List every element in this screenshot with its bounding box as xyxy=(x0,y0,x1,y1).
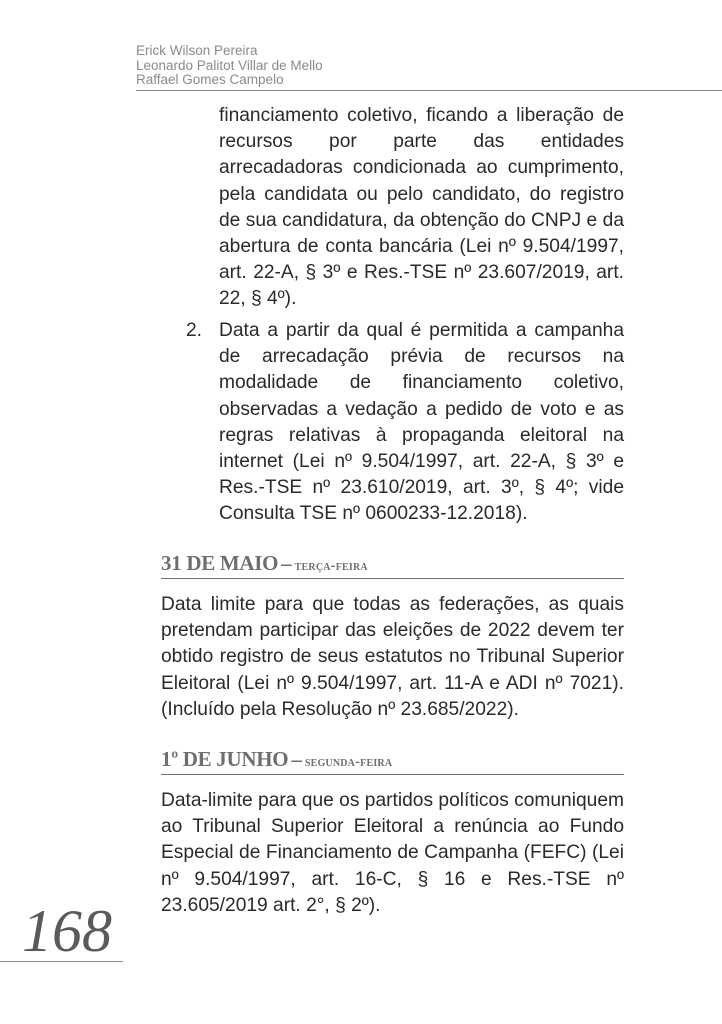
author-name: Raffael Gomes Campelo xyxy=(136,72,284,87)
header-divider xyxy=(136,90,722,91)
section-weekday: segunda-feira xyxy=(304,754,393,770)
section-date: 1º DE JUNHO xyxy=(161,747,289,771)
section-divider xyxy=(161,774,624,775)
footer-divider xyxy=(0,961,123,962)
list-item-number: 2. xyxy=(186,320,203,341)
section-paragraph: Data-limite para que os partidos políticos comuniquem ao Tribunal Superior Eleitoral a renúncia ao Fundo Especial de Financiamento de Campanha (FEFC) (Lei nº 9.504/1997, art. 16-C, § 16 e Res.-TSE nº 23.605/2019 art. 2°, § 2º). xyxy=(161,790,624,916)
section-divider xyxy=(161,578,624,579)
page-number: 168 xyxy=(22,898,112,964)
section-weekday: terça-feira xyxy=(294,558,368,574)
section-heading-31-maio xyxy=(161,551,624,576)
running-header-authors xyxy=(136,44,323,88)
continued-item-text: financiamento coletivo, ficando a liberação de recursos por parte das entidades arrecadadoras condicionada ao cumprimento, pela candidata ou pelo candidato, do registro de sua candidatura, da obtenção do CNPJ e da abertura de conta bancária (Lei nº 9.504/1997, art. 22-A, § 3º e Res.-TSE nº 23.607/2019, art. 22, § 4º). xyxy=(219,105,624,310)
section-heading-1-junho xyxy=(161,747,624,772)
section-dash: – xyxy=(281,551,292,575)
list-item-text: Data a partir da qual é permitida a campanha de arrecadação prévia de recursos na modalidade de financiamento coletivo, observadas a vedação a pedido de voto e as regras relativas à propaganda eleitoral na internet (Lei nº 9.504/1997, art. 22-A, § 3º e Res.-TSE nº 23.610/2019, art. 3º, § 4º; vide Consulta TSE nº 0600233-12.2018). xyxy=(219,320,624,525)
section-paragraph: Data limite para que todas as federações, as quais pretendam participar das eleições de 2022 devem ter obtido registro de seus estatutos no Tribunal Superior Eleitoral (Lei nº 9.504/1997, art. 11-A e ADI nº 7021). (Incluído pela Resolução nº 23.685/2022). xyxy=(161,594,624,720)
section-dash: – xyxy=(291,747,302,771)
author-name: Leonardo Palitot Villar de Mello xyxy=(136,57,323,73)
author-name: Erick Wilson Pereira xyxy=(136,43,258,58)
section-date: 31 DE MAIO xyxy=(161,551,279,575)
